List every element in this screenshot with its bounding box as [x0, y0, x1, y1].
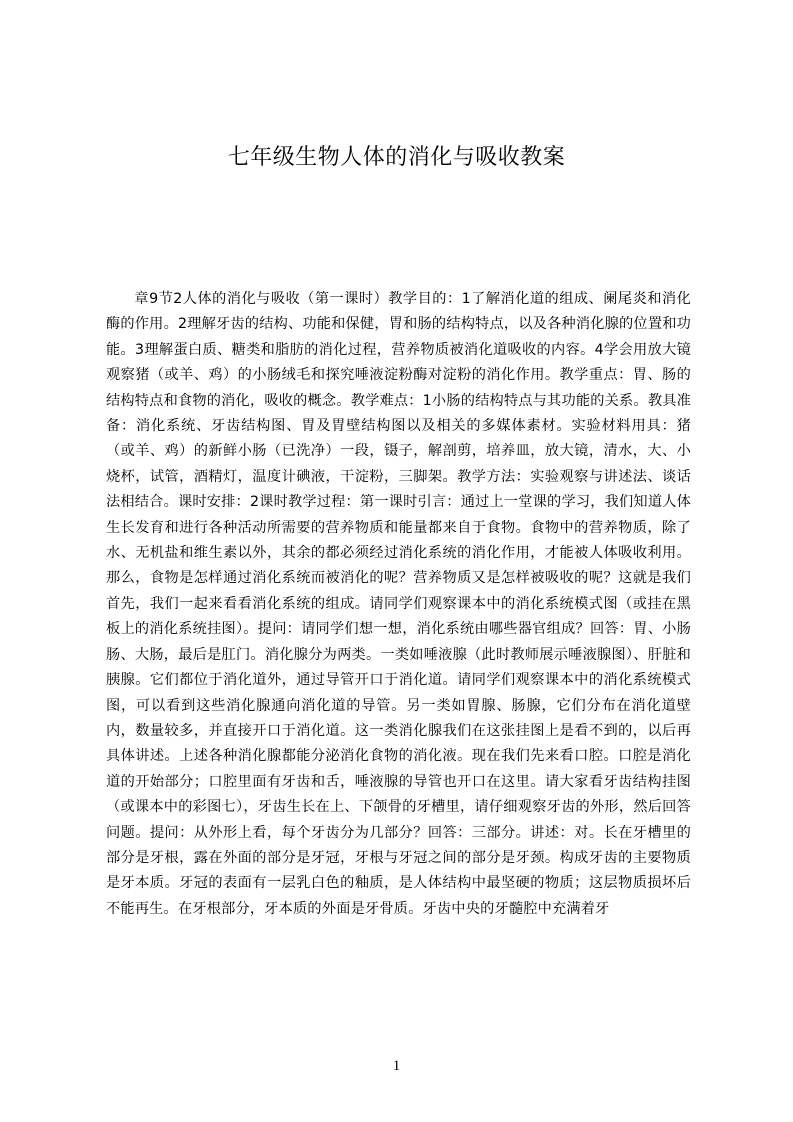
page-number: 1	[392, 1058, 401, 1074]
page-title: 七年级生物人体的消化与吸收教案	[227, 145, 566, 170]
body-paragraph: 章9节2人体的消化与吸收（第一课时）教学目的：1了解消化道的组成、阑尾炎和消化酶的作用。2理解牙齿的结构、功能和保健，胃和肠的结构特点，以及各种消化腺的位置和功能。3理解蛋白质、糖类和脂肪的消化过程，营养物质被消化道吸收的内容。4学会用放大镜观察猪（或羊、鸡）的小肠绒毛和探究唾液淀粉酶对淀粉的消化作用。教学重点：胃、肠的结构特点和食物的消化，吸收的概念。教学难点：1小肠的结构特点与其功能的关系。教具准备：消化系统、牙齿结构图、胃及胃壁结构图以及相关的多媒体素材。实验材料用具：猪（或羊、鸡）的新鲜小肠（已洗净）一段，镊子，解剖剪，培养皿，放大镜，清水，大、小烧杯，试管，酒精灯，温度计碘液，干淀粉，三脚架。教学方法：实验观察与讲述法、谈话法相结合。课时安排：2课时教学过程：第一课时引言：通过上一堂课的学习，我们知道人体生长发育和进行各种活动所需要的营养物质和能量都来自于食物。食物中的营养物质，除了水、无机盐和维生素以外，其余的都必须经过消化系统的消化作用，才能被人体吸收利用。那么，食物是怎样通过消化系统而被消化的呢？营养物质又是怎样被吸收的呢？这就是我们首先，我们一起来看看消化系统的组成。请同学们观察课本中的消化系统模式图（或挂在黑板上的消化系统挂图）。提问：请同学们想一想，消化系统由哪些器官组成？回答：胃、小肠肠、大肠，最后是肛门。消化腺分为两类。一类如唾液腺（此时教师展示唾液腺图）、肝脏和胰腺。它们都位于消化道外，通过导管开口于消化道。请同学们观察课本中的消化系统模式图，可以看到这些消化腺通向消化道的导管。另一类如胃腺、肠腺，它们分布在消化道壁内，数量较多，并直接开口于消化道。这一类消化腺我们在这张挂图上是看不到的，以后再具体讲述。上述各种消化腺都能分泌消化食物的消化液。现在我们先来看口腔。口腔是消化道的开始部分；口腔里面有牙齿和舌，唾液腺的导管也开口在这里。请大家看牙齿结构挂图（或课本中的彩图七），牙齿生长在上、下颌骨的牙槽里，请仔细观察牙齿的外形，然后回答问题。提问：从外形上看，每个牙齿分为几部分？回答：三部分。讲述：对。长在牙槽里的部分是牙根，露在外面的部分是牙冠，牙根与牙冠之间的部分是牙颈。构成牙齿的主要物质是牙本质。牙冠的表面有一层乳白色的釉质，是人体结构中最坚硬的物质；这层物质损坏后不能再生。在牙根部分，牙本质的外面是牙骨质。牙齿中央的牙髓腔中充满着牙	[106, 291, 691, 917]
